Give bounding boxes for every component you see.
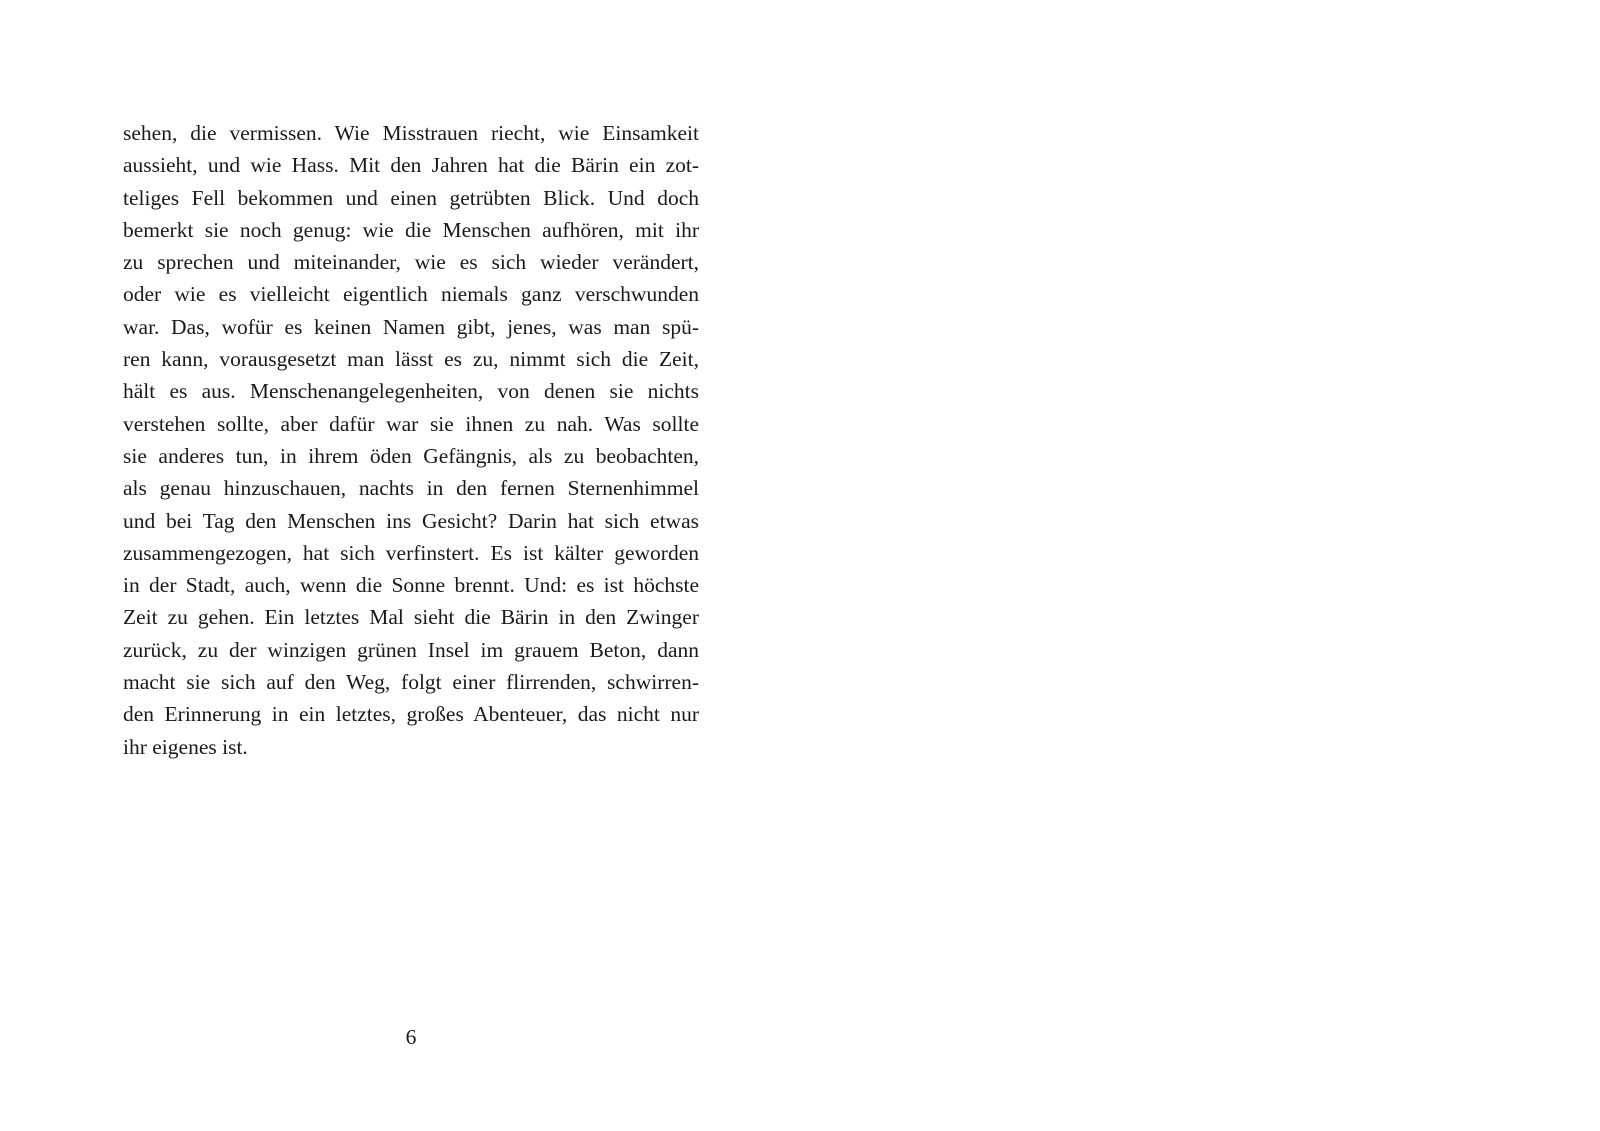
body-paragraph (123, 117, 699, 763)
text-line: zu sprechen und miteinander, wie es sich wieder verändert, (123, 250, 699, 275)
text-line: verstehen sollte, aber dafür war sie ihnen zu nah. Was sollte (123, 411, 699, 436)
text-line: in der Stadt, auch, wenn die Sonne brennt. Und: es ist höchste (123, 573, 699, 598)
text-line: zurück, zu der winzigen grünen Insel im grauem Beton, dann (123, 637, 699, 662)
text-line: ren kann, vorausgesetzt man lässt es zu, nimmt sich die Zeit, (123, 347, 699, 372)
text-line: zusammengezogen, hat sich verfinstert. Es ist kälter geworden (123, 540, 699, 565)
text-line: sehen, die vermissen. Wie Misstrauen riecht, wie Einsamkeit (123, 121, 699, 145)
text-line: hält es aus. Menschenangelegenheiten, von denen sie nichts (123, 379, 699, 404)
text-line: den Erinnerung in ein letztes, großes Abenteuer, das nicht nur (123, 702, 699, 727)
text-line: teliges Fell bekommen und einen getrübten Blick. Und doch (123, 185, 699, 210)
page-number: 6 (405, 1025, 417, 1049)
text-line: oder wie es vielleicht eigentlich niemals ganz verschwunden (123, 282, 699, 307)
text-line: ihr eigenes ist. (123, 734, 248, 759)
text-line: Zeit zu gehen. Ein letztes Mal sieht die Bärin in den Zwinger (123, 605, 699, 630)
text-line: macht sie sich auf den Weg, folgt einer flirrenden, schwirren- (123, 670, 699, 695)
text-line: sie anderes tun, in ihrem öden Gefängnis, als zu beobachten, (123, 443, 699, 468)
text-line: aussieht, und wie Hass. Mit den Jahren hat die Bärin ein zot- (123, 153, 699, 178)
text-line: als genau hinzuschauen, nachts in den fernen Sternenhimmel (123, 476, 699, 501)
text-line: bemerkt sie noch genug: wie die Menschen aufhören, mit ihr (123, 217, 699, 242)
text-line: war. Das, wofür es keinen Namen gibt, jenes, was man spü- (123, 314, 699, 339)
text-line: und bei Tag den Menschen ins Gesicht? Darin hat sich etwas (123, 508, 699, 533)
